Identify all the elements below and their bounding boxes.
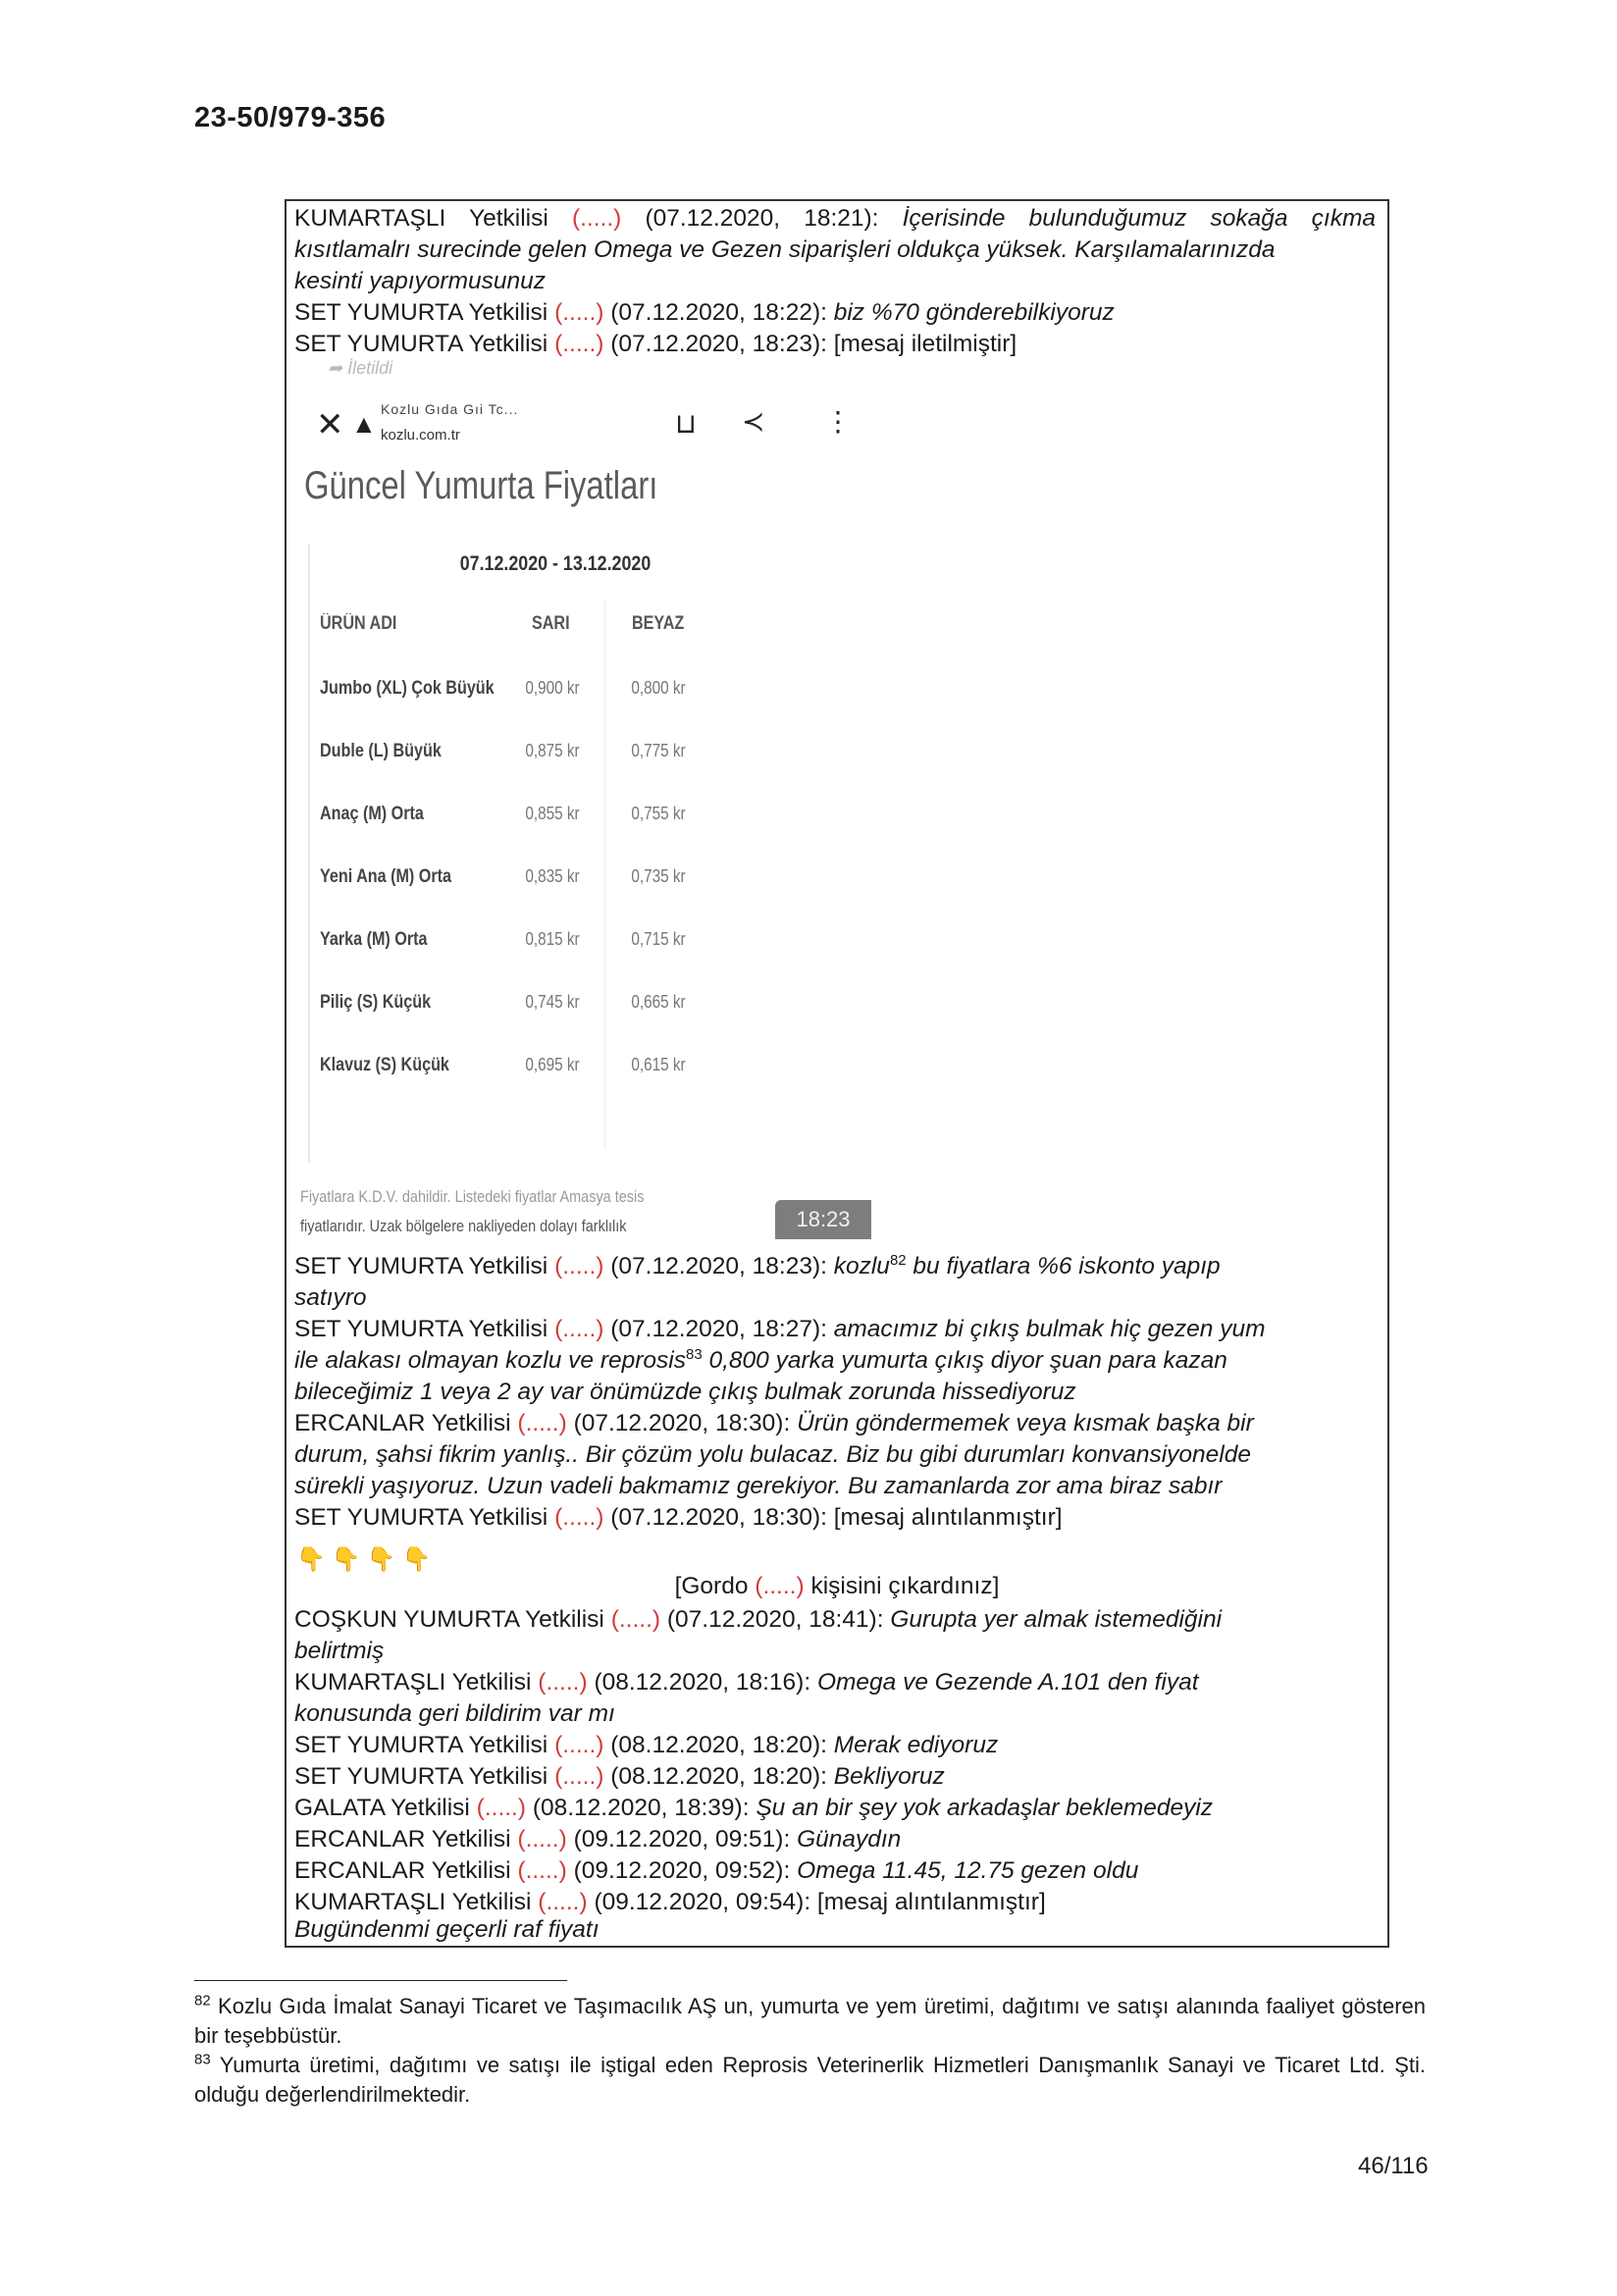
message-line: SET YUMURTA Yetkilisi (.....) (07.12.2020, 18:30): [mesaj alıntılanmıştır] (294, 1504, 1063, 1531)
footnote: $^{83}$ Yumurta üretimi, dağıtımı ve satışı ile iştigal eden Reprosis Veterinerlik Hizmetleri Danışmanlık Sanayi ve Ticaret Ltd. Şti. olduğu değerlendirilmektedir. (194, 2051, 1426, 2107)
footnote: $^{82}$ Kozlu Gıda İmalat Sanayi Ticaret ve Taşımacılık AŞ un, yumurta ve yem üretimi, dağıtımı ve satışı alanında faaliyet gösteren bir teşebbüstür. (194, 1992, 1426, 2048)
message-line: ERCANLAR Yetkilisi (.....) (09.12.2020, 09:51): Günaydın (294, 1826, 902, 1852)
message-line: bileceğimiz 1 veya 2 ay var önümüzde çıkış bulmak zorunda hissediyoruz (294, 1379, 1076, 1405)
message-excerpt-box (285, 199, 1389, 1948)
site-name: Kozlu Gıda Gıi Tc... (381, 401, 519, 417)
message-line: SET YUMURTA Yetkilisi (.....) (07.12.2020, 18:23): kozlu$^{82}$ bu fiyatlara %6 iskonto yapıp (294, 1251, 1221, 1279)
message-line: satıyro (294, 1284, 367, 1311)
price-table (308, 545, 860, 1163)
price-list-screenshot (294, 397, 873, 1241)
pointing-down-emoji: 👇👇👇👇 (296, 1546, 438, 1573)
close-icon: ✕ (316, 406, 344, 444)
column-header-sari: SARI (532, 613, 570, 634)
forwarded-label: ➦ İletildi (328, 358, 393, 378)
message-line: sürekli yaşıyoruz. Uzun vadeli bakmamız gerekiyor. Bu zamanlarda zor ama biraz sabır (294, 1473, 1223, 1499)
footnote-divider (194, 1980, 567, 1981)
document-id: 23-50/979-356 (194, 102, 387, 133)
message-line: kısıtlamalrı surecinde gelen Omega ve Gezen siparişleri oldukça yüksek. Karşılamalarınızda (294, 236, 1276, 263)
message-line: durum, şahsi fikrim yanlış.. Bir çözüm yolu bulacaz. Biz bu gibi durumları konvansiyonelde (294, 1441, 1251, 1468)
message-line: SET YUMURTA Yetkilisi (.....) (07.12.2020, 18:22): biz %70 gönderebilkiyoruz (294, 299, 1115, 326)
share-icon: ≺ (742, 406, 765, 437)
site-url: kozlu.com.tr (381, 427, 460, 444)
message-line: ERCANLAR Yetkilisi (.....) (09.12.2020, 09:52): Omega 11.45, 12.75 gezen oldu (294, 1857, 1139, 1884)
bookmark-icon: ⊔ (675, 408, 697, 439)
message-line: KUMARTAŞLI Yetkilisi (.....) (09.12.2020, 09:54): [mesaj alıntılanmıştır] (294, 1889, 1046, 1915)
column-header-name: ÜRÜN ADI (320, 613, 397, 634)
message-line: ERCANLAR Yetkilisi (.....) (07.12.2020, 18:30): Ürün göndermemek veya kısmak başka bir (294, 1410, 1254, 1436)
message-line: SET YUMURTA Yetkilisi (.....) (08.12.2020, 18:20): Merak ediyoruz (294, 1732, 999, 1758)
table-row: Piliç (S) Küçük 0,745 kr 0,665 kr (320, 992, 686, 1013)
table-row: Yarka (M) Orta 0,815 kr 0,715 kr (320, 929, 686, 950)
message-line: COŞKUN YUMURTA Yetkilisi (.....) (07.12.2020, 18:41): Gurupta yer almak istemediğini (294, 1606, 1223, 1633)
price-list-title: Güncel Yumurta Fiyatları (304, 464, 658, 507)
price-note: Fiyatlara K.D.V. dahildir. Listedeki fiyatlar Amasya tesis fiyatlarıdır. Uzak bölgelere nakliyeden dolayı farklılık (300, 1187, 645, 1235)
table-row: Anaç (M) Orta 0,855 kr 0,755 kr (320, 804, 686, 824)
removal-notice: [Gordo (.....) kişisini çıkardınız] (674, 1573, 1000, 1599)
message-line: ile alakası olmayan kozlu ve reprosis$^{83}$ 0,800 yarka yumurta çıkış diyor şuan para kazan (294, 1345, 1227, 1374)
column-header-beyaz: BEYAZ (632, 613, 685, 634)
table-row: Jumbo (XL) Çok Büyük 0,900 kr 0,800 kr (320, 678, 686, 699)
message-line: SET YUMURTA Yetkilisi (.....) (07.12.2020, 18:23): [mesaj iletilmiştir] (294, 331, 1017, 357)
table-row: Yeni Ana (M) Orta 0,835 kr 0,735 kr (320, 866, 686, 887)
message-line: belirtmiş (294, 1638, 385, 1664)
message-line: GALATA Yetkilisi (.....) (08.12.2020, 18:39): Şu an bir şey yok arkadaşlar beklemedeyiz (294, 1795, 1214, 1821)
table-row: Duble (L) Büyük 0,875 kr 0,775 kr (320, 741, 686, 761)
message-line: konusunda geri bildirim var mı (294, 1700, 615, 1727)
message-line: kesinti yapıyormusunuz (294, 268, 547, 294)
message-line: Bugündenmi geçerli raf fiyatı (294, 1916, 600, 1943)
message-line: SET YUMURTA Yetkilisi (.....) (07.12.2020, 18:27): amacımız bi çıkış bulmak hiç gezen yum (294, 1316, 1266, 1342)
more-icon: ⋮ (824, 406, 852, 437)
page-number: 46/116 (1358, 2153, 1429, 2179)
table-row: Klavuz (S) Küçük 0,695 kr 0,615 kr (320, 1055, 686, 1075)
message-line: SET YUMURTA Yetkilisi (.....) (08.12.2020, 18:20): Bekliyoruz (294, 1763, 945, 1790)
timestamp-badge: 18:23 (775, 1200, 871, 1239)
warning-icon: ▲ (351, 409, 377, 439)
date-range: 07.12.2020 - 13.12.2020 (459, 552, 652, 575)
message-line: KUMARTAŞLI Yetkilisi (.....) (08.12.2020, 18:16): Omega ve Gezende A.101 den fiyat (294, 1669, 1199, 1696)
browser-toolbar (294, 397, 873, 456)
message-line: KUMARTAŞLI Yetkilisi (.....) (07.12.2020, 18:21): İçerisinde bulunduğumuz sokağa çıkma (294, 205, 1376, 232)
